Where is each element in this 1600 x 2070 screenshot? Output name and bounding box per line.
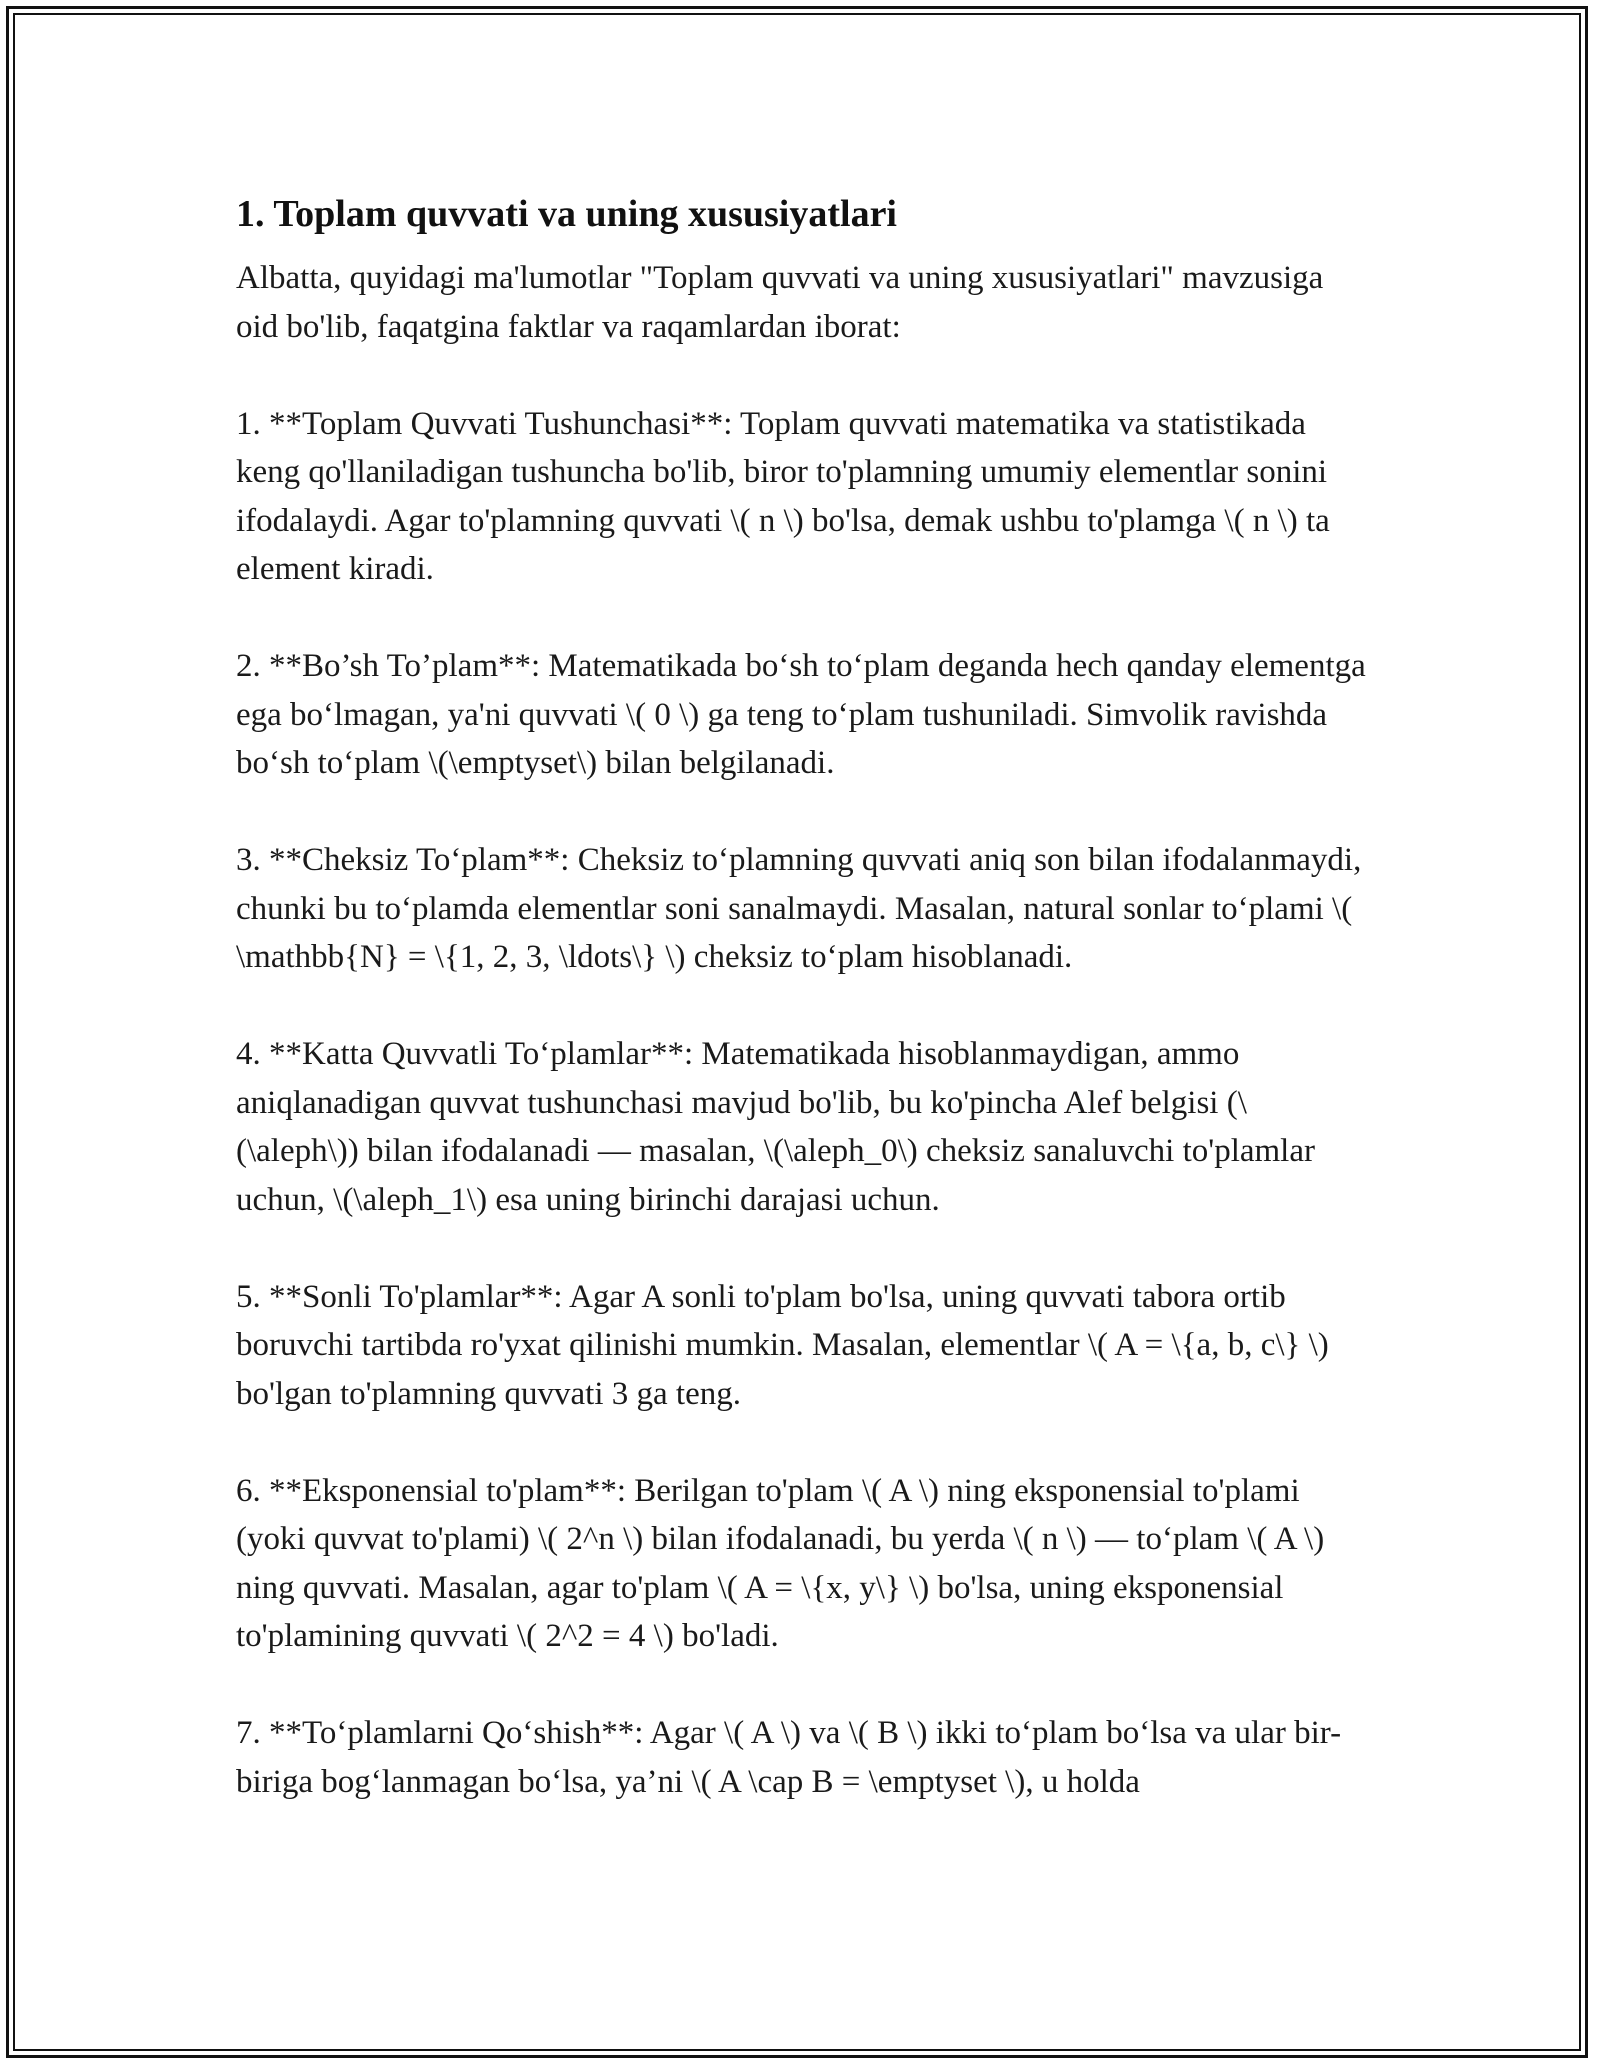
item-paragraph-6: 6. **Eksponensial to'plam**: Berilgan to'plam \( A \) ning eksponensial to'plami (yoki quvvat to'plami) \( 2^n \) bilan ifodalanadi, bu yerda \( n \) — to‘plam \( A \) ning quvvati. Masalan, agar to'plam \( A = \{x, y\} \) bo'lsa, uning eksponensial to'plamining quvvati \( 2^2 = 4 \) bo'ladi. (236, 1472, 1325, 1654)
document-title: 1. Toplam quvvati va uning xususiyatlari (236, 193, 897, 235)
item-paragraph-2: 2. **Bo’sh To’plam**: Matematikada bo‘sh to‘plam deganda hech qanday elementga ega bo‘lmagan, ya'ni quvvati \( 0 \) ga teng to‘plam tushuniladi. Simvolik ravishda bo‘sh to‘plam \(\emptyset\) bilan belgilanadi. (236, 648, 1366, 781)
item-paragraph-1: 1. **Toplam Quvvati Tushunchasi**: Toplam quvvati matematika va statistikada keng qo'llaniladigan tushuncha bo'lib, biror to'plamning umumiy elementlar sonini ifodalaydi. Agar to'plamning quvvati \( n \) bo'lsa, demak ushbu to'plamga \( n \) ta element kiradi. (236, 405, 1330, 587)
intro-paragraph: Albatta, quyidagi ma'lumotlar "Toplam quvvati va uning xususiyatlari" mavzusiga oid bo'lib, faqatgina faktlar va raqamlardan iborat: (236, 260, 1324, 345)
item-paragraph-5: 5. **Sonli To'plamlar**: Agar A sonli to'plam bo'lsa, uning quvvati tabora ortib boruvchi tartibda ro'yxat qilinishi mumkin. Masalan, elementlar \( A = \{a, b, c\} \) bo'lgan to'plamning quvvati 3 ga teng. (236, 1278, 1329, 1412)
document-body (236, 186, 1366, 1806)
item-paragraph-3: 3. **Cheksiz To‘plam**: Cheksiz to‘plamning quvvati aniq son bilan ifodalanmaydi, chunki bu to‘plamda elementlar soni sanalmaydi. Masalan, natural sonlar to‘plami \( \mathbb{N} = \{1, 2, 3, \ldots\} \) cheksiz to‘plam hisoblanadi. (236, 842, 1362, 975)
item-paragraph-7: 7. **To‘plamlarni Qo‘shish**: Agar \( A \) va \( B \) ikki to‘plam bo‘lsa va ular bir-biriga bog‘lanmagan bo‘lsa, ya’ni \( A \cap B = \emptyset \), u holda (236, 1715, 1342, 1800)
item-paragraph-4: 4. **Katta Quvvatli To‘plamlar**: Matematikada hisoblanmaydigan, ammo aniqlanadigan quvvat tushunchasi mavjud bo'lib, bu ko'pincha Alef belgisi (\(\aleph\)) bilan ifodalanadi — masalan, \(\aleph_0\) cheksiz sanaluvchi to'plamlar uchun, \(\aleph_1\) esa uning birinchi darajasi uchun. (236, 1036, 1315, 1218)
